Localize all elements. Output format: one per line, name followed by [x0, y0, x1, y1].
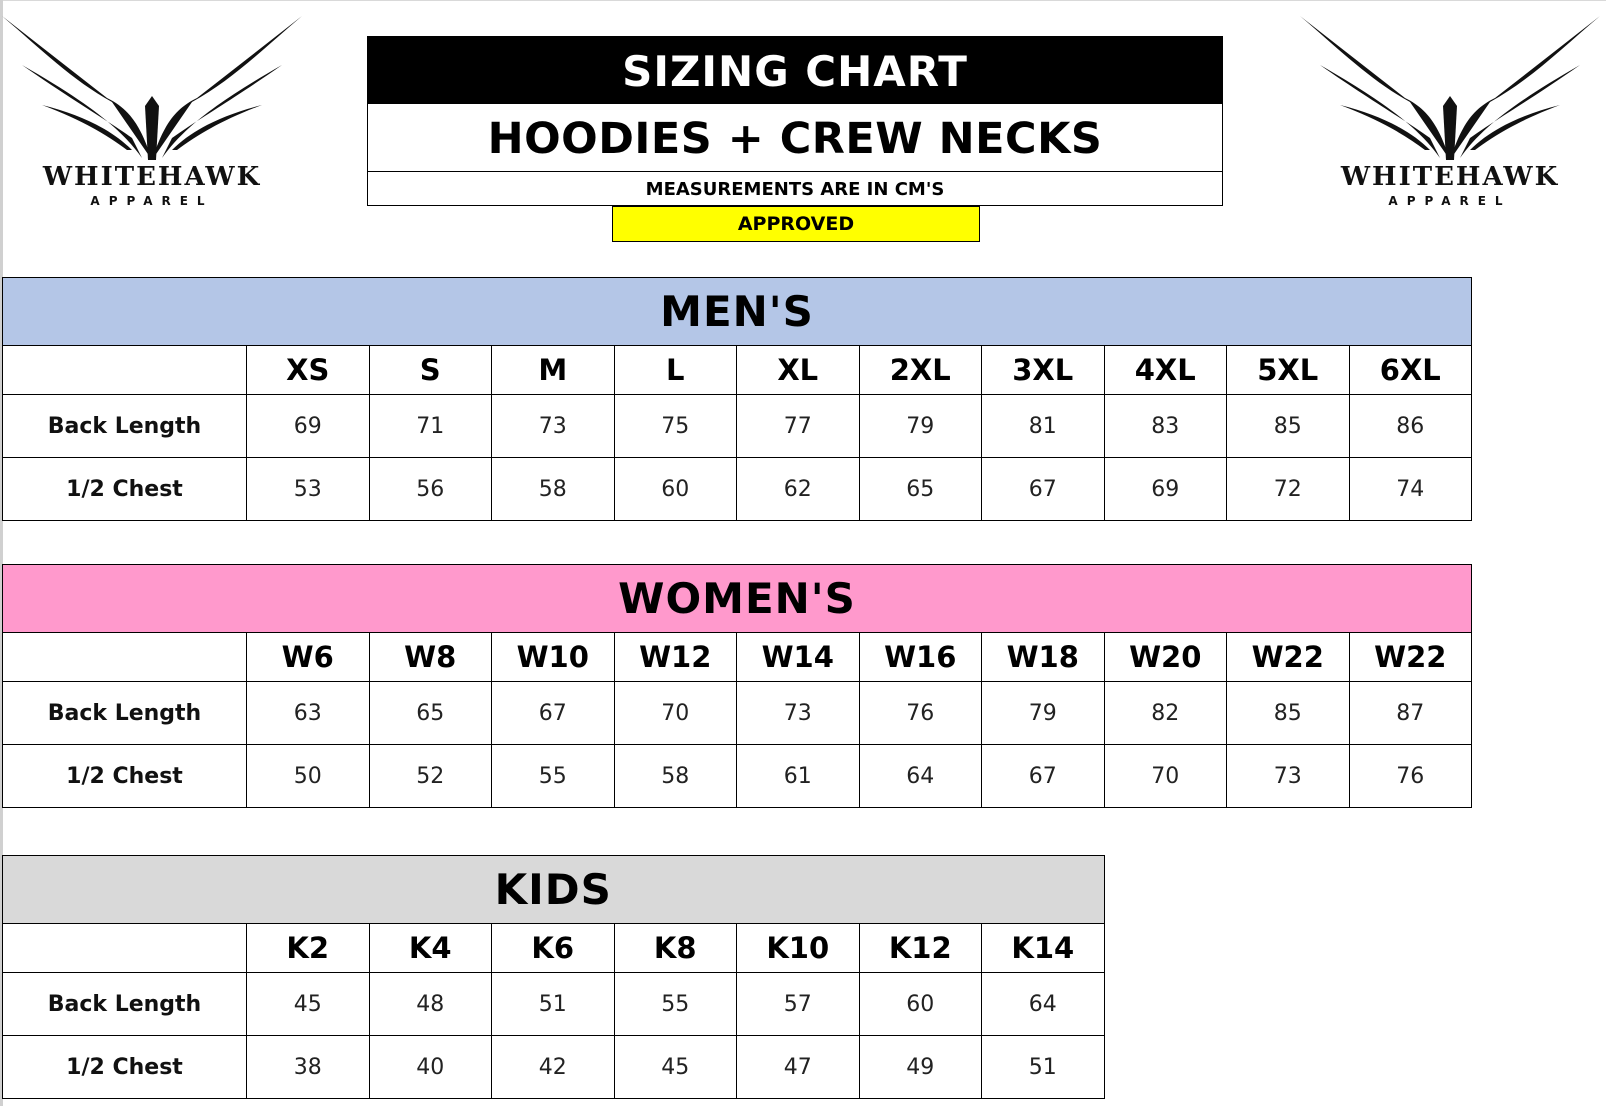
- size-header: W14: [737, 633, 860, 682]
- measurement-cell: 64: [859, 745, 982, 808]
- chart-header: [367, 36, 1223, 206]
- measurement-cell: 79: [859, 395, 982, 458]
- brand-logo-left: [2, 10, 302, 210]
- mens-table-title: MEN'S: [3, 278, 1472, 346]
- size-header: W8: [369, 633, 492, 682]
- measurement-cell: 48: [369, 973, 492, 1036]
- measurement-cell: 82: [1104, 682, 1227, 745]
- size-header: 2XL: [859, 346, 982, 395]
- measurement-cell: 60: [614, 458, 737, 521]
- empty-corner-cell: [3, 633, 247, 682]
- table-row: [3, 973, 1105, 1036]
- chart-subtitle: HOODIES + CREW NECKS: [368, 104, 1222, 172]
- measurement-cell: 69: [1104, 458, 1227, 521]
- measurement-cell: 38: [247, 1036, 370, 1099]
- table-row: [3, 1036, 1105, 1099]
- measurement-cell: 67: [492, 682, 615, 745]
- measurement-cell: 63: [247, 682, 370, 745]
- kids-table-title: KIDS: [3, 856, 1105, 924]
- measurement-note: MEASUREMENTS ARE IN CM'S: [645, 179, 945, 200]
- womens-size-table: [2, 564, 1472, 808]
- size-header: 5XL: [1227, 346, 1350, 395]
- measurement-cell: 52: [369, 745, 492, 808]
- status-badge: APPROVED: [612, 206, 980, 242]
- hawk-wings-icon: [2, 10, 302, 160]
- measurement-cell: 64: [982, 973, 1105, 1036]
- size-header: L: [614, 346, 737, 395]
- measurement-cell: 86: [1349, 395, 1472, 458]
- measurement-cell: 40: [369, 1036, 492, 1099]
- size-header: K10: [737, 924, 860, 973]
- row-label: Back Length: [3, 973, 247, 1036]
- row-label: 1/2 Chest: [3, 1036, 247, 1099]
- measurement-cell: 65: [369, 682, 492, 745]
- measurement-cell: 55: [614, 973, 737, 1036]
- row-label: Back Length: [3, 395, 247, 458]
- measurement-cell: 42: [492, 1036, 615, 1099]
- table-row: [3, 745, 1472, 808]
- measurement-cell: 85: [1227, 395, 1350, 458]
- size-header: W12: [614, 633, 737, 682]
- measurement-cell: 57: [737, 973, 860, 1036]
- size-header: W18: [982, 633, 1105, 682]
- measurement-cell: 76: [1349, 745, 1472, 808]
- measurement-cell: 73: [1227, 745, 1350, 808]
- size-header: 3XL: [982, 346, 1105, 395]
- table-row: [3, 682, 1472, 745]
- brand-name: WHITEHAWK: [1340, 162, 1560, 192]
- measurement-cell: 79: [982, 682, 1105, 745]
- measurement-cell: 45: [614, 1036, 737, 1099]
- measurement-cell: 67: [982, 745, 1105, 808]
- empty-corner-cell: [3, 346, 247, 395]
- measurement-cell: 73: [737, 682, 860, 745]
- measurement-cell: 87: [1349, 682, 1472, 745]
- measurement-cell: 53: [247, 458, 370, 521]
- size-header: W22: [1349, 633, 1472, 682]
- size-header: W6: [247, 633, 370, 682]
- size-header: K14: [982, 924, 1105, 973]
- measurement-cell: 61: [737, 745, 860, 808]
- brand-tagline: APPAREL: [1388, 194, 1512, 208]
- measurement-cell: 50: [247, 745, 370, 808]
- brand-tagline: APPAREL: [90, 194, 214, 208]
- measurement-cell: 49: [859, 1036, 982, 1099]
- measurement-cell: 83: [1104, 395, 1227, 458]
- measurement-cell: 45: [247, 973, 370, 1036]
- table-row: [3, 458, 1472, 521]
- measurement-cell: 55: [492, 745, 615, 808]
- measurement-cell: 67: [982, 458, 1105, 521]
- measurement-cell: 60: [859, 973, 982, 1036]
- measurement-cell: 47: [737, 1036, 860, 1099]
- size-header: W22: [1227, 633, 1350, 682]
- measurement-cell: 74: [1349, 458, 1472, 521]
- size-header: W20: [1104, 633, 1227, 682]
- measurement-cell: 71: [369, 395, 492, 458]
- measurement-cell: 58: [614, 745, 737, 808]
- size-header: M: [492, 346, 615, 395]
- size-header: K2: [247, 924, 370, 973]
- measurement-cell: 75: [614, 395, 737, 458]
- size-header: XS: [247, 346, 370, 395]
- measurement-cell: 51: [492, 973, 615, 1036]
- measurement-cell: 51: [982, 1036, 1105, 1099]
- size-header: K12: [859, 924, 982, 973]
- hawk-wings-icon: [1300, 10, 1600, 160]
- table-row: [3, 395, 1472, 458]
- measurement-cell: 58: [492, 458, 615, 521]
- size-header: 6XL: [1349, 346, 1472, 395]
- row-label: 1/2 Chest: [3, 458, 247, 521]
- measurement-cell: 70: [1104, 745, 1227, 808]
- measurement-cell: 73: [492, 395, 615, 458]
- kids-size-table: [2, 855, 1105, 1099]
- measurement-cell: 56: [369, 458, 492, 521]
- size-header: W10: [492, 633, 615, 682]
- size-header: K8: [614, 924, 737, 973]
- brand-name: WHITEHAWK: [42, 162, 262, 192]
- womens-table-title: WOMEN'S: [3, 565, 1472, 633]
- size-header: 4XL: [1104, 346, 1227, 395]
- size-header: K6: [492, 924, 615, 973]
- size-header: K4: [369, 924, 492, 973]
- measurement-cell: 77: [737, 395, 860, 458]
- measurement-cell: 76: [859, 682, 982, 745]
- size-header: XL: [737, 346, 860, 395]
- measurement-cell: 70: [614, 682, 737, 745]
- size-header: W16: [859, 633, 982, 682]
- row-label: 1/2 Chest: [3, 745, 247, 808]
- measurement-cell: 72: [1227, 458, 1350, 521]
- measurement-cell: 69: [247, 395, 370, 458]
- brand-logo-right: [1300, 10, 1600, 210]
- measurement-cell: 65: [859, 458, 982, 521]
- sheet-gridline-top: [0, 0, 1606, 1]
- row-label: Back Length: [3, 682, 247, 745]
- measurement-cell: 85: [1227, 682, 1350, 745]
- measurement-cell: 81: [982, 395, 1105, 458]
- measurement-cell: 62: [737, 458, 860, 521]
- size-header: S: [369, 346, 492, 395]
- chart-title: SIZING CHART: [368, 37, 1222, 104]
- mens-size-table: [2, 277, 1472, 521]
- empty-corner-cell: [3, 924, 247, 973]
